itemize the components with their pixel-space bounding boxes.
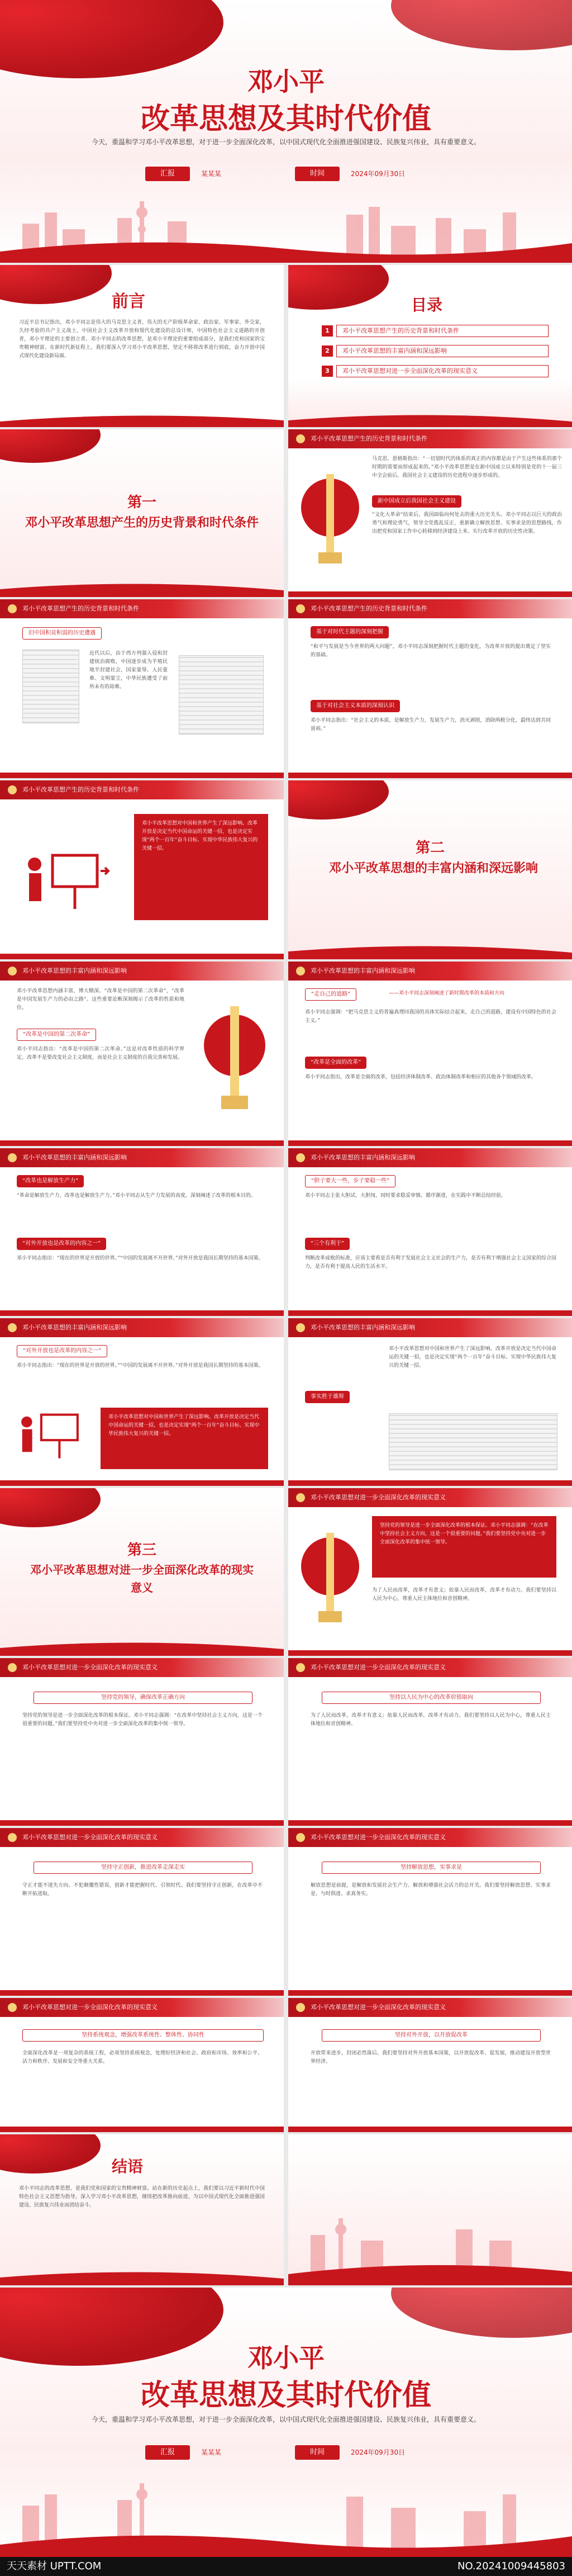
slide-header: [288, 1998, 572, 2017]
section3-page-4: [0, 1828, 284, 1996]
cover-title-2: 改革思想及其时代价值: [140, 102, 431, 136]
toc-title: 目录: [411, 296, 443, 314]
section1-number: 第一: [127, 494, 156, 511]
rally-photo: [389, 1413, 557, 1470]
toc-slide: [288, 265, 572, 427]
section1-pill-3: 基于对时代主题的深刻把握: [311, 626, 389, 638]
section2-subheading: ——邓小平同志深刻阐述了新时期改革的本质和方向: [389, 991, 505, 996]
section2-redbox-2: 邓小平改革思想对中国和世界产生了深远影响。改革开放是决定当代中国命运的关键一招，也是决定实现“两个一百年”奋斗目标、实现中华民族伟大复兴的关键一招。: [101, 1408, 268, 1469]
section3-band-2: 坚持以人民为中心的改革价值取向: [322, 1692, 541, 1704]
slide-header: [288, 1828, 572, 1847]
section2-page-6: [288, 1318, 572, 1486]
section3-title: 邓小平改革思想对进一步全面深化改革的现实意义: [30, 1563, 254, 1594]
section3-paragraph-3: 守正才能不迷失方向、不犯颠覆性错误，创新才能把握时代、引领时代。我们要坚持守正创新，在改革中不断开拓进取。: [22, 1883, 263, 1897]
monument-illustration: [299, 463, 361, 575]
emblem-icon: [8, 604, 17, 613]
section1-pill-4: 基于对社会主义本质的深刻认识: [311, 700, 400, 712]
emblem-icon: [8, 967, 17, 976]
flag-wave-decor: [0, 2134, 101, 2174]
slide-header: [0, 962, 284, 981]
watermark-bar: [0, 2557, 572, 2576]
section3-page-1: [288, 1488, 572, 1656]
section1-paragraph-5: 邓小平同志指出：“社会主义的本质，是解放生产力，发展生产力，消灭剥削，消除两极分化，最终达到共同富裕。”: [311, 718, 551, 732]
slide-footer: [288, 591, 572, 597]
section2-paragraph-g: 邓小平同志指出：“现在的世界是开放的世界。”“中国的发展离不开世界。”对外开放是我国长期坚持的基本国策。: [17, 1256, 264, 1261]
section3-page-3: [288, 1658, 572, 1826]
section2-title: 邓小平改革思想的丰富内涵和深远影响: [328, 861, 538, 875]
emblem-icon: [296, 1493, 305, 1502]
ending-time-label: 时间: [295, 2445, 340, 2460]
section3-paragraph-6: 开放带来进步，封闭必然落后。我们要坚持对外开放基本国策，以开放促改革、促发展，推动建设开放型世界经济。: [311, 2051, 551, 2064]
section1-paragraph-1: 马克思、恩格斯指出：“一切划时代的体系的真正的内容都是由于产生这些体系的那个时期的需要而形成起来的。”邓小平改革思想是在新中国成立以来特别是党的十一届三中全会前后，我国社会主义建设的历史进程中逐步形成的。: [372, 456, 562, 479]
ending-subtitle: 今天，重温和学习邓小平改革思想，对于进一步全面深化改革，以中国式现代化全面推进强国建设、民族复兴伟业，具有重要意义。: [91, 2416, 480, 2423]
section3-page-2: [0, 1658, 284, 1826]
emblem-icon: [296, 1663, 305, 1672]
section1-page-2: [0, 599, 284, 778]
flag-wave-decor: [391, 2288, 572, 2338]
cover-slide: [0, 0, 572, 263]
flag-wave-decor: [288, 265, 389, 310]
toc-num-3: 3: [322, 366, 333, 377]
ending-title-2: 改革思想及其时代价值: [140, 2378, 431, 2412]
section2-pill-b: “走自己的道路”: [305, 988, 356, 1001]
emblem-icon: [296, 1833, 305, 1842]
emblem-icon: [296, 604, 305, 613]
emblem-icon: [296, 1323, 305, 1332]
ending-report-label: 汇报: [145, 2445, 190, 2460]
section2-intro-slide: [0, 780, 284, 959]
toc-item-1[interactable]: 邓小平改革思想产生的历史背景和时代条件: [336, 325, 549, 337]
slide-footer: [288, 1990, 572, 1996]
toc-num-1: 1: [322, 325, 333, 337]
emblem-icon: [296, 967, 305, 976]
section2-page-2: [288, 962, 572, 1146]
section1-title: 邓小平改革思想产生的历史背景和时代条件: [25, 515, 259, 530]
emblem-icon: [296, 2003, 305, 2012]
slide-header-title: 邓小平改革思想的丰富内涵和深远影响: [22, 1324, 127, 1331]
section3-page-5: [288, 1828, 572, 1996]
slide-footer: [0, 1820, 284, 1826]
section3-paragraph-1b: 为了人民而改革，改革才有意义；依靠人民而改革，改革才有动力。我们要坚持以人民为中心，尊重人民主体地位和首创精神。: [372, 1588, 556, 1602]
skyline-decor: [0, 405, 284, 427]
time-label: 时间: [295, 167, 340, 181]
emblem-icon: [8, 785, 17, 794]
slide-header-title: 邓小平改革思想的丰富内涵和深远影响: [311, 1324, 415, 1331]
flag-wave-decor: [288, 780, 389, 820]
section3-page-6: [0, 1998, 284, 2132]
section1-paragraph-2: “文化大革命”结束后，我国面临向何处去的重大历史关头。邓小平同志以巨大的政治勇气和理论勇气，领导全党拨乱反正，重新确立解放思想、实事求是的思想路线，作出把党和国家工作中心转移到经济建设上来、实行改革开放的历史性决策。: [372, 512, 562, 534]
slide-header-title: 邓小平改革思想的丰富内涵和深远影响: [22, 967, 127, 974]
section3-band-5: 坚持系统观念，增强改革系统性、整体性、协同性: [22, 2029, 264, 2042]
section1-pill-2: 旧中国积贫积弱的历史遭遇: [22, 627, 102, 640]
section2-number: 第二: [415, 840, 445, 856]
ending-date: 2024年09月30日: [351, 2449, 406, 2456]
section2-pill-f: “三个有利于”: [305, 1238, 350, 1250]
slide-header: [288, 429, 572, 448]
section2-pill-a: “改革是中国的第二次革命”: [17, 1029, 96, 1041]
slide-footer: [0, 1140, 284, 1146]
section2-intro-paragraph: 邓小平改革思想内涵丰富，博大精深。“改革是中国的第二次革命”，“改革是中国发展生产力的必由之路”。这些重要论断深刻揭示了改革的性质和地位。: [17, 988, 184, 1011]
section3-band-4: 坚持解放思想，实事求是: [322, 1862, 541, 1874]
slide-header-title: 邓小平改革思想产生的历史背景和时代条件: [22, 786, 139, 793]
toc-item-3[interactable]: 邓小平改革思想对进一步全面深化改革的现实意义: [336, 365, 549, 377]
section2-paragraph-f: 判断改革成败的标准，应该主要看是否有利于发展社会主义社会的生产力，是否有利于增强社会主义国家的综合国力，是否有利于提高人民的生活水平。: [305, 1256, 557, 1270]
newspaper-photo: [179, 655, 264, 735]
slide-footer: [0, 773, 284, 778]
slide-footer: [0, 2127, 284, 2132]
slide-header-title: 邓小平改革思想产生的历史背景和时代条件: [311, 605, 427, 612]
slide-header: [288, 962, 572, 981]
slide-footer: [288, 1650, 572, 1656]
slide-header-title: 邓小平改革思想产生的历史背景和时代条件: [22, 605, 139, 612]
emblem-icon: [8, 1833, 17, 1842]
cover-title-1: 邓小平: [247, 67, 325, 97]
conclusion-title: 结语: [112, 2157, 144, 2176]
section2-title-slide: [288, 780, 572, 959]
city-skyline-illustration: [0, 190, 572, 263]
slide-footer: [288, 773, 572, 778]
section2-pill-h: 事实胜于雄辩: [305, 1391, 350, 1403]
toc-item-2[interactable]: 邓小平改革思想的丰富内涵和深远影响: [336, 345, 549, 357]
ending-reporter-name: 某某某: [201, 2449, 222, 2456]
historical-document-photo: [22, 650, 79, 723]
cover-subtitle: 今天，重温和学习邓小平改革思想，对于进一步全面深化改革，以中国式现代化全面推进强国建设、民族复兴伟业，具有重要意义。: [91, 138, 480, 146]
slide-header: [288, 1148, 572, 1167]
section3-paragraph-5: 全面深化改革是一项复杂的系统工程，必须坚持系统观念，处理好经济和社会、政府和市场、效率和公平、活力和秩序、发展和安全等重大关系。: [22, 2051, 263, 2064]
section3-number: 第三: [127, 1542, 156, 1559]
section1-paragraph-3: 近代以后，由于西方列强入侵和封建统治腐败，中国逐步成为半殖民地半封建社会，国家蒙辱、人民蒙难、文明蒙尘，中华民族遭受了前所未有的劫难。: [89, 651, 168, 690]
emblem-icon: [8, 1323, 17, 1332]
report-label: 汇报: [145, 167, 190, 181]
section3-band-1: 坚持党的领导，确保改革正确方向: [34, 1692, 252, 1704]
section3-band-6: 坚持对外开放，以开放促改革: [322, 2029, 541, 2042]
ending-title-1: 邓小平: [247, 2343, 325, 2373]
slide-footer: [0, 1990, 284, 1996]
slide-header-title: 邓小平改革思想对进一步全面深化改革的现实意义: [311, 2004, 446, 2011]
skyline-decor: [0, 575, 284, 597]
slide-header: [0, 1658, 284, 1677]
section2-pill-d: “胆子要大一些，步子要稳一些”: [305, 1175, 395, 1187]
slide-header: [0, 1318, 284, 1337]
conclusion-slide: [0, 2134, 284, 2285]
skyline-decor: [0, 2263, 284, 2285]
section2-intro-redbox: 邓小平改革思想对中国和世界产生了深远影响。改革开放是决定当代中国命运的关键一招，也是决定实现“两个一百年”奋斗目标、实现中华民族伟大复兴的关键一招。: [134, 814, 268, 920]
preface-slide: [0, 265, 284, 427]
slide-footer: [288, 1140, 572, 1146]
section3-paragraph-4: 解放思想是前提，是解放和发展社会生产力、解放和增强社会活力的总开关。我们要坚持解放思想、实事求是、与时俱进、求真务实。: [311, 1883, 551, 1897]
section1-title-slide: [0, 429, 284, 597]
slide-header-title: 邓小平改革思想对进一步全面深化改革的现实意义: [22, 1664, 158, 1671]
emblem-icon: [8, 2003, 17, 2012]
slide-footer: [288, 1480, 572, 1486]
section1-paragraph-4: “和平与发展是当今世界的两大问题”，邓小平同志深刻把握时代主题的变化，为改革开放的提出奠定了坚实的基础。: [311, 644, 551, 658]
flag-wave-decor: [391, 0, 572, 50]
section2-paragraph-b: 邓小平同志强调：“把马克思主义的普遍真理同我国的具体实际结合起来，走自己的道路，建设有中国特色的社会主义。”: [305, 1010, 556, 1024]
slide-header: [0, 1828, 284, 1847]
slide-header-title: 邓小平改革思想对进一步全面深化改革的现实意义: [311, 1494, 446, 1501]
slide-header-title: 邓小平改革思想的丰富内涵和深远影响: [311, 967, 415, 974]
slide-footer: [0, 1310, 284, 1316]
slide-header: [288, 1318, 572, 1337]
slide-header: [288, 1658, 572, 1677]
section2-pill-e: “改革是全面的改革”: [305, 1057, 366, 1069]
section2-pill-c: “改革也是解放生产力”: [17, 1175, 84, 1187]
skyline-illustration: [288, 2201, 572, 2285]
slide-header-title: 邓小平改革思想产生的历史背景和时代条件: [311, 435, 427, 442]
section1-pill-1: 新中国成立后我国社会主义建设: [372, 495, 461, 508]
section2-paragraph-c: “革命是解放生产力，改革也是解放生产力。”邓小平同志从生产力发展的高度，深刻阐述了改革的根本目的。: [17, 1193, 256, 1199]
skyline-decor: [0, 1633, 284, 1656]
conclusion-body: 邓小平同志的改革思想，是我们党和国家的宝贵精神财富。站在新的历史起点上，我们要以习近平新时代中国特色社会主义思想为指导，深入学习邓小平改革思想，继续把改革推向前进，为以中国式现代化全面推进强国建设、民族复兴伟业而团结奋斗。: [19, 2186, 265, 2208]
skyline-decor: [288, 405, 572, 427]
flag-wave-decor: [0, 1488, 101, 1527]
slide-header: [0, 1148, 284, 1167]
section3-band-3: 坚持守正创新，推进改革走深走实: [34, 1862, 252, 1874]
section2-page-1: [0, 962, 284, 1146]
slide-header-title: 邓小平改革思想对进一步全面深化改革的现实意义: [22, 1834, 158, 1841]
slide-footer: [288, 1310, 572, 1316]
slide-footer: [0, 1480, 284, 1486]
conclusion-side: [288, 2134, 572, 2285]
slide-header: [0, 780, 284, 799]
section2-pill-g-2: “对外开放也是改革的内容之一”: [17, 1345, 107, 1357]
section3-title-slide: [0, 1488, 284, 1656]
toc-num-2: 2: [322, 345, 333, 357]
slide-footer: [0, 954, 284, 959]
emblem-icon: [8, 1663, 17, 1672]
section2-pill-g: “对外开放也是改革的内容之一”: [17, 1238, 106, 1250]
ending-cover-slide: [0, 2288, 572, 2557]
section3-redbox: 坚持党的领导是进一步全面深化改革的根本保证。邓小平同志强调：“在改革中坚持社会主义方向，这是一个很重要的问题。”我们要坚持党中央对进一步全面深化改革的集中统一领导。: [372, 1516, 556, 1578]
slide-header: [0, 599, 284, 618]
slide-header-title: 邓小平改革思想对进一步全面深化改革的现实意义: [22, 2004, 158, 2011]
section1-page-1: [288, 429, 572, 597]
section2-paragraph-g-2: 邓小平同志指出：“现在的世界是开放的世界。”“中国的发展离不开世界。”对外开放是我国长期坚持的基本国策。: [17, 1363, 264, 1368]
section2-page-5: [0, 1318, 284, 1486]
skyline-decor: [288, 937, 572, 959]
slide-footer: [288, 1820, 572, 1826]
monument-illustration: [201, 995, 268, 1118]
reporter-name: 某某某: [201, 170, 222, 178]
slide-header: [288, 599, 572, 618]
slide-header-title: 邓小平改革思想的丰富内涵和深远影响: [311, 1154, 415, 1161]
slide-header-title: 邓小平改革思想的丰富内涵和深远影响: [22, 1154, 127, 1161]
slide-footer: [288, 2127, 572, 2132]
slide-header-title: 邓小平改革思想对进一步全面深化改革的现实意义: [311, 1834, 446, 1841]
monument-illustration: [299, 1522, 361, 1633]
emblem-icon: [8, 1153, 17, 1162]
section2-paragraph-e: 邓小平同志指出，改革是全面的改革，包括经济体制改革、政治体制改革和相应的其他各个领域的改革。: [305, 1074, 537, 1080]
section3-paragraph-2: 为了人民而改革，改革才有意义；依靠人民而改革，改革才有动力。我们要坚持以人民为中心，尊重人民主体地位和首创精神。: [311, 1713, 551, 1727]
emblem-icon: [296, 434, 305, 443]
slide-header: [0, 1998, 284, 2017]
preface-body: 习近平总书记指出，邓小平同志是伟大的马克思主义者，伟大的无产阶级革命家、政治家、军事家、外交家，久经考验的共产主义战士，中国社会主义改革开放和现代化建设的总设计师，中国特色社会主义道路的开创者，邓小平理论的主要创立者。邓小平同志的改革思想，是邓小平理论的重要组成部分，是我们党和国家的宝贵精神财富。在新时代新征程上，我们要深入学习邓小平改革思想，坚定不移将改革进行到底，奋力开创中国式现代化建设新局面。: [19, 320, 265, 359]
section2-paragraph-a: 邓小平同志指出：“改革是中国的第二次革命。”这是对改革性质的科学界定。改革不是要改变社会主义制度，而是社会主义制度的自我完善和发展。: [17, 1046, 184, 1060]
section2-paragraph-d: 邓小平同志主张大胆试、大胆闯，同时要求稳妥审慎、循序渐进，在实践中不断总结经验。: [305, 1193, 507, 1199]
presentation-board-icon: [17, 1408, 89, 1464]
emblem-icon: [296, 1153, 305, 1162]
flag-wave-decor: [0, 265, 112, 304]
section2-paragraph-h: 邓小平改革思想对中国和世界产生了深远影响。改革开放是决定当代中国命运的关键一招，也是决定实现“两个一百年”奋斗目标、实现中华民族伟大复兴的关键一招。: [389, 1346, 556, 1368]
watermark-site: 天天素材 UPTT.COM: [7, 2560, 102, 2572]
watermark-number: NO.20241009445803: [457, 2560, 565, 2572]
presentation-board-icon: [22, 847, 112, 915]
flag-wave-decor: [0, 429, 101, 463]
preface-title: 前言: [112, 292, 145, 311]
slide-header: [288, 1488, 572, 1507]
slide-header-title: 邓小平改革思想对进一步全面深化改革的现实意义: [311, 1664, 446, 1671]
cover-date: 2024年09月30日: [351, 170, 406, 178]
city-skyline-illustration: [0, 2472, 572, 2557]
section2-page-4: [288, 1148, 572, 1316]
section1-page-3: [288, 599, 572, 778]
section3-paragraph-1: 坚持党的领导是进一步全面深化改革的根本保证。邓小平同志强调：“在改革中坚持社会主义方向，这是一个很重要的问题。”我们要坚持党中央对进一步全面深化改革的集中统一领导。: [22, 1713, 263, 1727]
section3-page-7: [288, 1998, 572, 2132]
section2-page-3: [0, 1148, 284, 1316]
